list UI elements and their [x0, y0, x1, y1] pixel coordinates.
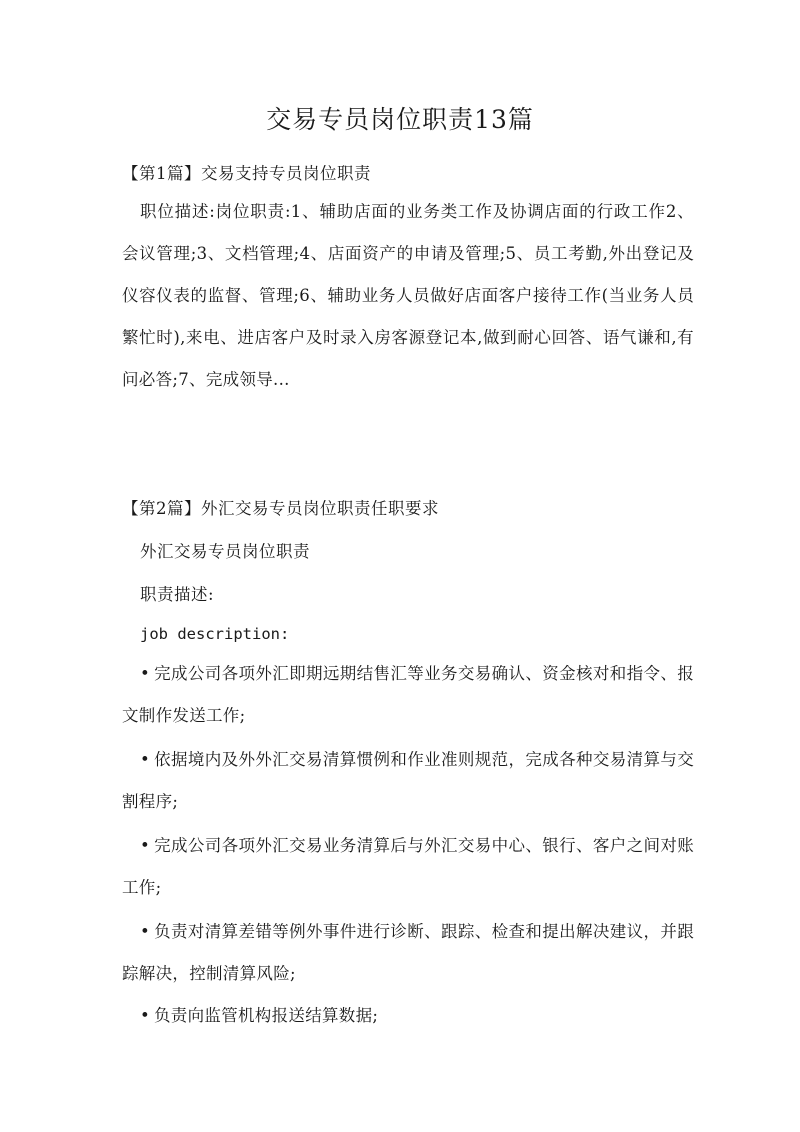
bullet-item [122, 825, 694, 909]
bullet-text: 依据境内及外外汇交易清算惯例和作业准则规范，完成各种交易清算与交割程序; [122, 750, 694, 811]
bullet-text: 完成公司各项外汇即期远期结售汇等业务交易确认、资金核对和指令、报文制作发送工作; [122, 664, 694, 725]
bullet-text: 负责对清算差错等例外事件进行诊断、跟踪、检查和提出解决建议，并跟踪解决，控制清算风险; [122, 922, 694, 983]
bullet-dot: • [140, 836, 151, 855]
bullet-item [122, 653, 694, 737]
bullet-dot: • [140, 664, 151, 683]
section-2-subtitle: 外汇交易专员岗位职责 [140, 542, 310, 561]
bullet-item [122, 995, 694, 1037]
bullet-dot: • [140, 922, 151, 941]
bullet-text: 负责向监管机构报送结算数据; [154, 1006, 379, 1025]
job-description-label: job description: [140, 625, 290, 643]
bullet-item [122, 739, 694, 823]
section-1-heading: 【第1篇】交易支持专员岗位职责 [122, 164, 371, 183]
document-title: 交易专员岗位职责13篇 [266, 105, 534, 134]
bullet-dot: • [140, 750, 151, 769]
section-1-body: 职位描述:岗位职责:1、辅助店面的业务类工作及协调店面的行政工作2、会议管理;3、文档管理;4、店面资产的申请及管理;5、员工考勤,外出登记及仪容仪表的监督、管理;6、辅助业务人员做好店面客户接待工作(当业务人员繁忙时),来电、进店客户及时录入房客源登记本,做到耐心回答、语气谦和,有问必答;7、完成领导... [122, 202, 694, 389]
bullet-item [122, 911, 694, 995]
bullet-dot: • [140, 1006, 151, 1025]
duties-label: 职责描述: [140, 585, 215, 604]
section-2-heading: 【第2篇】外汇交易专员岗位职责任职要求 [122, 499, 439, 518]
bullet-text: 完成公司各项外汇交易业务清算后与外汇交易中心、银行、客户之间对账工作; [122, 836, 694, 897]
